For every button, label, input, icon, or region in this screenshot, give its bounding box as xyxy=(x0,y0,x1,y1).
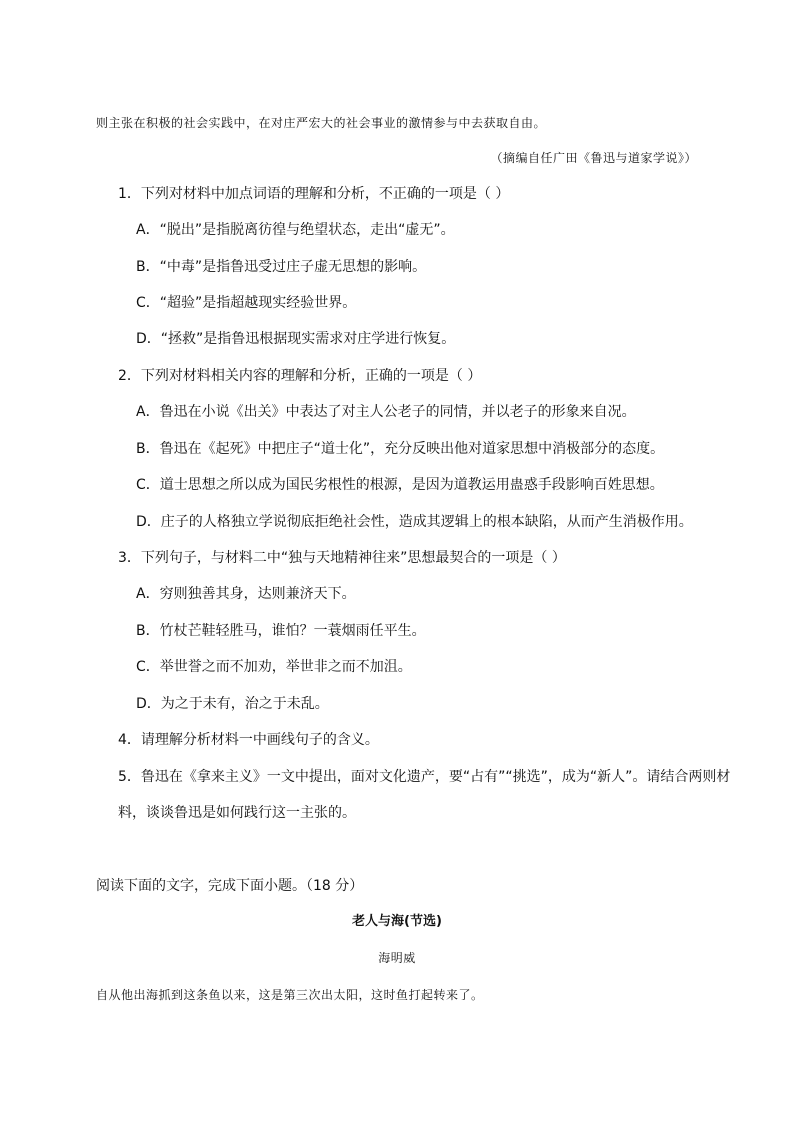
question-1-stem: 1．下列对材料中加点词语的理解和分析，不正确的一项是（ ） xyxy=(118,186,510,202)
question-1-option-b: B．“中毒”是指鲁迅受过庄子虚无思想的影响。 xyxy=(136,259,427,275)
passage-author: 海明威 xyxy=(378,951,416,965)
question-5-stem-line1: 5．鲁迅在《拿来主义》一文中提出，面对文化遗产，要“占有”“挑选”，成为“新人”。请结合两则材 xyxy=(118,769,731,785)
question-1-option-a: A．“脱出”是指脱离彷徨与绝望状态，走出“虚无”。 xyxy=(136,222,455,238)
question-1-option-d: D．“拯救”是指鲁迅根据现实需求对庄学进行恢复。 xyxy=(136,331,456,347)
question-2-option-a: A．鲁迅在小说《出关》中表达了对主人公老子的同情，并以老子的形象来自况。 xyxy=(136,404,636,420)
source-citation: （摘编自任广田《鲁迅与道家学说》） xyxy=(490,151,697,165)
question-3-option-a: A．穷则独善其身，达则兼济天下。 xyxy=(136,586,356,602)
question-5-stem-line2: 料，谈谈鲁迅是如何践行这一主张的。 xyxy=(118,805,356,821)
question-2-option-b: B．鲁迅在《起死》中把庄子“道士化”，充分反映出他对道家思想中消极部分的态度。 xyxy=(136,441,665,457)
reading-intro: 阅读下面的文字，完成下面小题。（18 分） xyxy=(96,878,364,894)
question-3-option-d: D．为之于未有，治之于未乱。 xyxy=(136,696,329,712)
passage-title: 老人与海(节选) xyxy=(352,914,442,929)
question-3-stem: 3．下列句子，与材料二中“独与天地精神往来”思想最契合的一项是（ ） xyxy=(118,550,566,566)
question-2-option-d: D．庄子的人格独立学说彻底拒绝社会性，造成其逻辑上的根本缺陷，从而产生消极作用。 xyxy=(136,514,693,530)
question-3-option-c: C．举世誉之而不加劝，举世非之而不加沮。 xyxy=(136,659,412,675)
question-4-stem: 4．请理解分析材料一中画线句子的含义。 xyxy=(118,732,379,748)
passage-first-line: 自从他出海抓到这条鱼以来，这是第三次出太阳，这时鱼打起转来了。 xyxy=(96,988,484,1002)
question-3-option-b: B．竹杖芒鞋轻胜马，谁怕？一蓑烟雨任平生。 xyxy=(136,623,426,639)
question-2-option-c: C．道士思想之所以成为国民劣根性的根源，是因为道教运用蛊惑手段影响百姓思想。 xyxy=(136,477,664,493)
question-1-option-c: C．“超验”是指超越现实经验世界。 xyxy=(136,295,357,311)
body-text-line: 则主张在积极的社会实践中，在对庄严宏大的社会事业的激情参与中去获取自由。 xyxy=(96,116,547,130)
question-2-stem: 2．下列对材料相关内容的理解和分析，正确的一项是（ ） xyxy=(118,368,482,384)
